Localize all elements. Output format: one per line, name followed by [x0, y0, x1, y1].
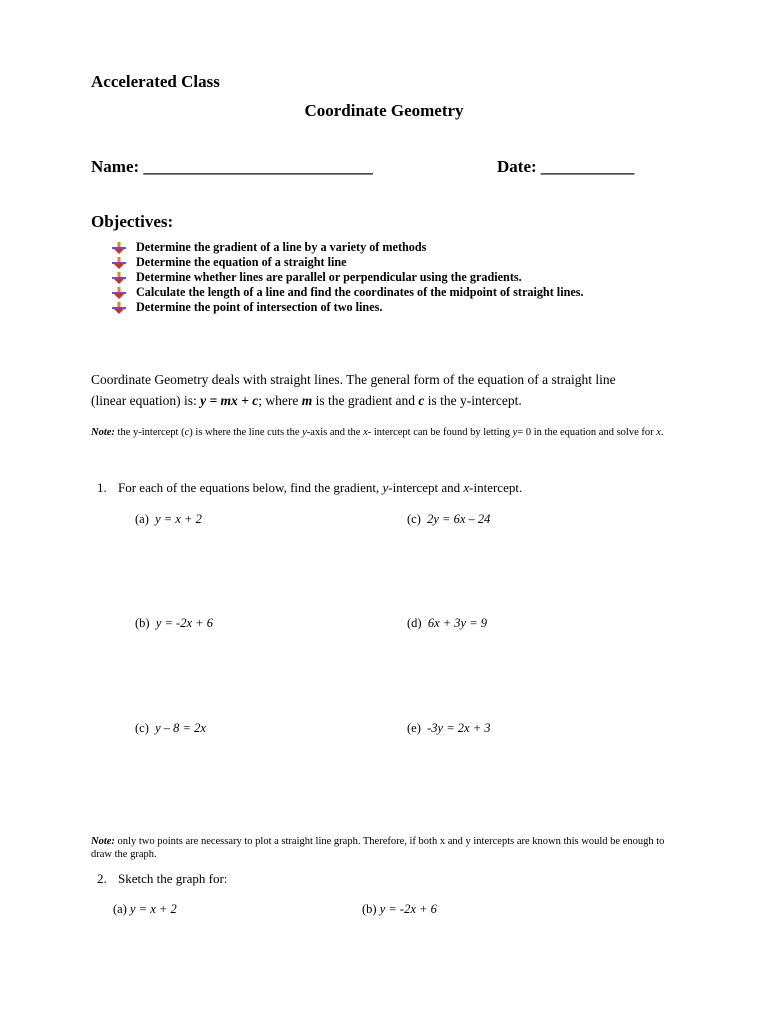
down-arrow-bullet-icon — [112, 257, 126, 269]
question-2-number: 2. — [97, 871, 107, 886]
class-heading: Accelerated Class — [91, 72, 220, 91]
note-two-points: Note: only two points are necessary to plot a straight line graph. Therefore, if both x and y intercepts are known this would be enough to draw the graph. — [91, 836, 665, 860]
date-label: Date: — [497, 157, 541, 176]
question-1-text: For each of the equations below, find the gradient, y-intercept and x-intercept. — [118, 480, 523, 495]
name-blank: ___________________________ — [143, 157, 373, 176]
objectives-list — [112, 240, 672, 315]
down-arrow-bullet-icon — [112, 242, 126, 254]
objective-item: Calculate the length of a line and find the coordinates of the midpoint of straight lines. — [112, 285, 672, 300]
objective-item: Determine the gradient of a line by a variety of methods — [112, 240, 672, 255]
q1-part-b: (b) y = -2x + 6 — [135, 616, 213, 630]
name-label: Name: — [91, 157, 144, 176]
q1-part-a: (a) y = x + 2 — [135, 512, 202, 526]
date-field — [497, 157, 634, 177]
question-1-number: 1. — [97, 480, 107, 495]
objective-item: Determine the point of intersection of two lines. — [112, 300, 672, 315]
intro-line-1: Coordinate Geometry deals with straight lines. The general form of the equation of a straight line — [91, 372, 616, 387]
q1-part-c2: (c) y – 8 = 2x — [135, 721, 206, 735]
objective-item: Determine whether lines are parallel or perpendicular using the gradients. — [112, 270, 672, 285]
page-title: Coordinate Geometry — [304, 101, 464, 120]
q1-part-c: (c) 2y = 6x – 24 — [407, 512, 491, 526]
down-arrow-bullet-icon — [112, 287, 126, 299]
down-arrow-bullet-icon — [112, 272, 126, 284]
objective-item: Determine the equation of a straight line — [112, 255, 672, 270]
down-arrow-bullet-icon — [112, 302, 126, 314]
note-intercepts: Note: the y-intercept (c) is where the line cuts the y-axis and the x- intercept can be found by letting y= 0 in the equation and solve for x. — [91, 427, 664, 438]
date-blank: ___________ — [540, 157, 635, 176]
intro-line-2: (linear equation) is: y = mx + c; where m is the gradient and c is the y-intercept. — [91, 393, 522, 408]
question-2-text: Sketch the graph for: — [118, 871, 228, 886]
name-field — [91, 157, 373, 177]
q1-part-d: (d) 6x + 3y = 9 — [407, 616, 488, 630]
q2-part-a: (a) y = x + 2 — [113, 902, 177, 916]
note-label: Note: — [91, 427, 115, 438]
note-label: Note: — [91, 836, 115, 847]
general-equation: y = mx + c — [200, 393, 259, 408]
q1-part-e: (e) -3y = 2x + 3 — [407, 721, 491, 735]
objectives-heading: Objectives: — [91, 212, 174, 231]
q2-part-b: (b) y = -2x + 6 — [362, 902, 437, 916]
